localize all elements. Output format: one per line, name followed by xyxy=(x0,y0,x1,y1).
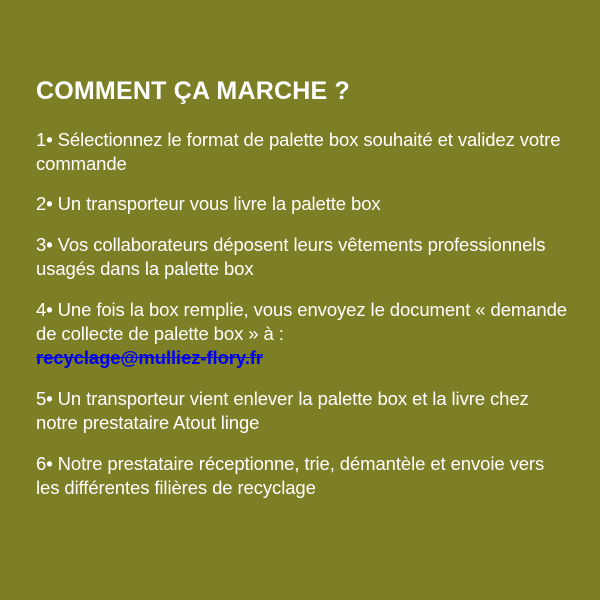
step-bullet: • xyxy=(46,452,53,474)
step-text: Une fois la box remplie, vous envoyez le document « demande de collecte de palette box » à : xyxy=(36,298,567,344)
step-number: 4 xyxy=(36,298,47,320)
step-bullet: • xyxy=(46,298,53,320)
step-number: 6 xyxy=(36,452,47,474)
step-number: 3 xyxy=(36,233,47,255)
step-text: Sélectionnez le format de palette box souhaité et validez votre commande xyxy=(36,128,561,174)
steps-list xyxy=(36,128,568,501)
list-item xyxy=(36,387,568,436)
step-number: 1 xyxy=(36,128,47,150)
step-bullet: • xyxy=(46,387,53,409)
list-item xyxy=(36,298,568,371)
step-text: Un transporteur vous livre la palette box xyxy=(57,193,381,215)
step-text: Vos collaborateurs déposent leurs vêtements professionnels usagés dans la palette box xyxy=(36,233,546,280)
list-item xyxy=(36,452,568,501)
page-title: COMMENT ÇA MARCHE ? xyxy=(36,77,350,105)
step-text: Notre prestataire réceptionne, trie, démantèle et envoie vers les différentes filières de recyclage xyxy=(36,452,545,498)
step-bullet: • xyxy=(46,233,53,255)
list-item xyxy=(36,233,568,282)
list-item xyxy=(36,192,568,216)
step-number: 2 xyxy=(36,193,47,215)
email-link[interactable]: recyclage@mulliez-flory.fr xyxy=(36,347,263,369)
list-item xyxy=(36,128,568,177)
step-bullet: • xyxy=(46,128,53,150)
step-number: 5 xyxy=(36,387,47,409)
step-text: Un transporteur vient enlever la palette box et la livre chez notre prestataire Atout linge xyxy=(36,387,529,434)
step-bullet: • xyxy=(46,193,53,215)
